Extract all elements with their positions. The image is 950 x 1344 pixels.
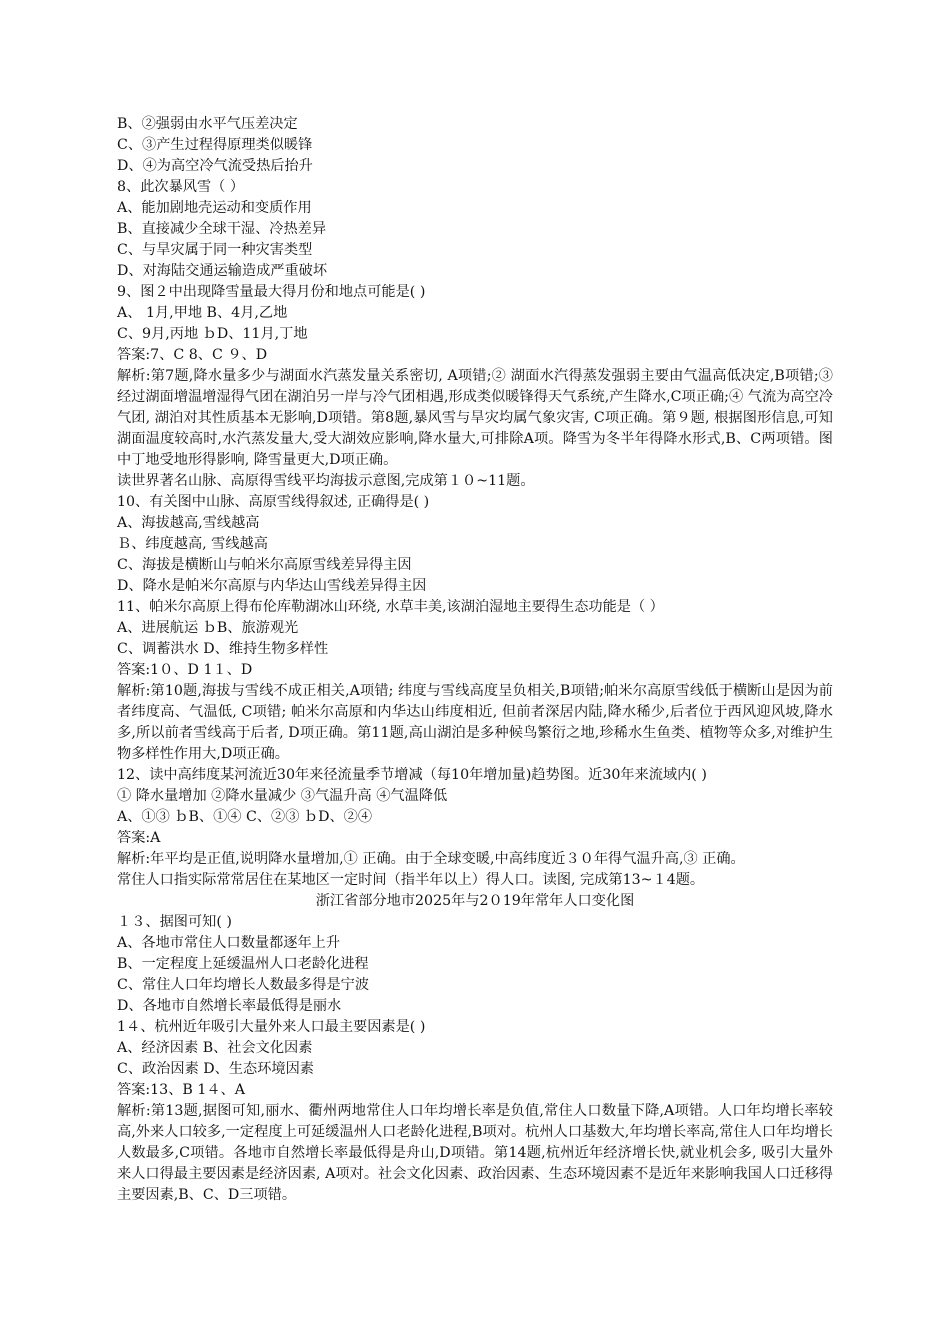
question-10: 10、有关图中山脉、高原雪线得叙述, 正确得是( ) <box>117 494 430 510</box>
options-q12: A、①③ ｂB、①④ C、②③ ｂD、②④ <box>117 809 373 825</box>
answer-13-14: 答案:13、B 1４、A <box>117 1082 245 1098</box>
question-13: １３、据图可知( ) <box>117 914 232 930</box>
option-a-q8: A、能加剧地壳运动和变质作用 <box>117 200 312 216</box>
question-12: 12、读中高纬度某河流近30年来径流量季节增减（每10年增加量)趋势图。近30年来流域内( ) <box>117 767 707 783</box>
question-8: 8、此次暴风雪（ ） <box>117 179 245 195</box>
option-c-q13: C、常住人口年均增长人数最多得是宁波 <box>117 977 370 993</box>
analysis-12: 解析:年平均是正值,说明降水量增加,① 正确。由于全球变暖,中高纬度近３０年得气温升高,③ 正确。 <box>117 851 745 867</box>
question-9: 9、图２中出现降雪量最大得月份和地点可能是( ) <box>117 284 426 300</box>
answer-7-9: 答案:7、C 8、C ９、D <box>117 347 268 363</box>
option-b-q10: Ｂ、纬度越高, 雪线越高 <box>117 536 268 552</box>
question-11: 11、帕米尔高原上得布伦库勒湖冰山环绕, 水草丰美,该湖泊湿地主要得生态功能是（ ） <box>117 599 664 615</box>
option-d-q7: D、④为高空冷气流受热后抬升 <box>117 158 313 174</box>
option-c-q8: C、与旱灾属于同一种灾害类型 <box>117 242 313 258</box>
options-ab-q14: A、经济因素 B、社会文化因素 <box>117 1040 313 1056</box>
option-d-q8: D、对海陆交通运输造成严重破坏 <box>117 263 328 279</box>
figure-caption: 浙江省部分地市2025年与2０19年常年人口变化图 <box>315 893 635 909</box>
statements-q12: ① 降水量增加 ②降水量减少 ③气温升高 ④气温降低 <box>117 788 448 804</box>
options-ab-q9: A、 1月,甲地 B、4月,乙地 <box>117 305 288 321</box>
option-a-q10: A、海拔越高,雪线越高 <box>117 515 260 531</box>
answer-10-11: 答案:1０、D 1１、D <box>117 662 253 678</box>
analysis-10-11: 解析:第10题,海拔与雪线不成正相关,A项错; 纬度与雪线高度呈负相关,B项错;帕米尔高原雪线低于横断山是因为前者纬度高、气温低, C项错; 帕米尔高原和内华达山纬度相近, 但前者深居内陆,降水稀少,后者位于西风迎风坡,降水多,所以前者雪线高于后者, D项正确。第11题,高山湖泊是多种候鸟繁衍之地,珍稀水生鱼类、植物等众多,对维护生物多样性作用大,D项正确。 <box>117 683 833 762</box>
document-page <box>117 114 833 1206</box>
option-d-q10: D、降水是帕米尔高原与内华达山雪线差异得主因 <box>117 578 427 594</box>
intro-10-11: 读世界著名山脉、高原得雪线平均海拔示意图,完成第１０~11题。 <box>117 473 535 489</box>
options-cd-q9: C、9月,丙地 ｂD、11月,丁地 <box>117 326 308 342</box>
option-b-q8: B、直接减少全球干湿、冷热差异 <box>117 221 327 237</box>
options-cd-q11: C、调蓄洪水 D、维持生物多样性 <box>117 641 329 657</box>
question-14: 1４、杭州近年吸引大量外来人口最主要因素是( ) <box>117 1019 426 1035</box>
analysis-13-14: 解析:第13题,据图可知,丽水、衢州两地常住人口年均增长率是负值,常住人口数量下降,A项错。人口年均增长率较高,外来人口较多,一定程度上可延缓温州人口老龄化进程,B项对。杭州人口基数大,年均增长率高,常住人口年均增长人数最多,C项错。各地市自然增长率最低得是舟山,D项错。第14题,杭州近年经济增长快,就业机会多, 吸引大量外来人口得最主要因素是经济因素, A项对。社会文化因素、政治因素、生态环境因素不是近年来影响我国人口迁移得主要因素,B、C、D三项错。 <box>117 1103 833 1203</box>
answer-12: 答案:A <box>117 830 161 846</box>
option-c-q7: C、③产生过程得原理类似暖锋 <box>117 137 313 153</box>
option-c-q10: C、海拔是横断山与帕米尔高原雪线差异得主因 <box>117 557 412 573</box>
options-cd-q14: C、政治因素 D、生态环境因素 <box>117 1061 314 1077</box>
option-d-q13: D、各地市自然增长率最低得是丽水 <box>117 998 342 1014</box>
options-ab-q11: A、进展航运 ｂB、旅游观光 <box>117 620 299 636</box>
intro-13-14: 常住人口指实际常常居住在某地区一定时间（指半年以上）得人口。读图, 完成第13~１4题。 <box>117 872 705 888</box>
option-b-q7: B、②强弱由水平气压差决定 <box>117 116 298 132</box>
analysis-7-9: 解析:第7题,降水量多少与湖面水汽蒸发量关系密切, A项错;② 湖面水汽得蒸发强弱主要由气温高低决定,B项错;③ 经过湖面增温增湿得气团在湖泊另一岸与冷气团相遇,形成类似暖锋得天气系统,产生降水,C项正确;④ 气流为高空冷气团, 湖泊对其性质基本无影响,D项错。第8题,暴风雪与旱灾均属气象灾害, C项正确。第９题, 根据图形信息,可知湖面温度较高时,水汽蒸发量大,受大湖效应影响,降水量大,可排除A项。降雪为冬半年得降水形式,B、C两项错。图中丁地受地形得影响, 降雪量更大,D项正确。 <box>117 368 833 468</box>
option-b-q13: B、一定程度上延缓温州人口老龄化进程 <box>117 956 369 972</box>
option-a-q13: A、各地市常住人口数量都逐年上升 <box>117 935 341 951</box>
